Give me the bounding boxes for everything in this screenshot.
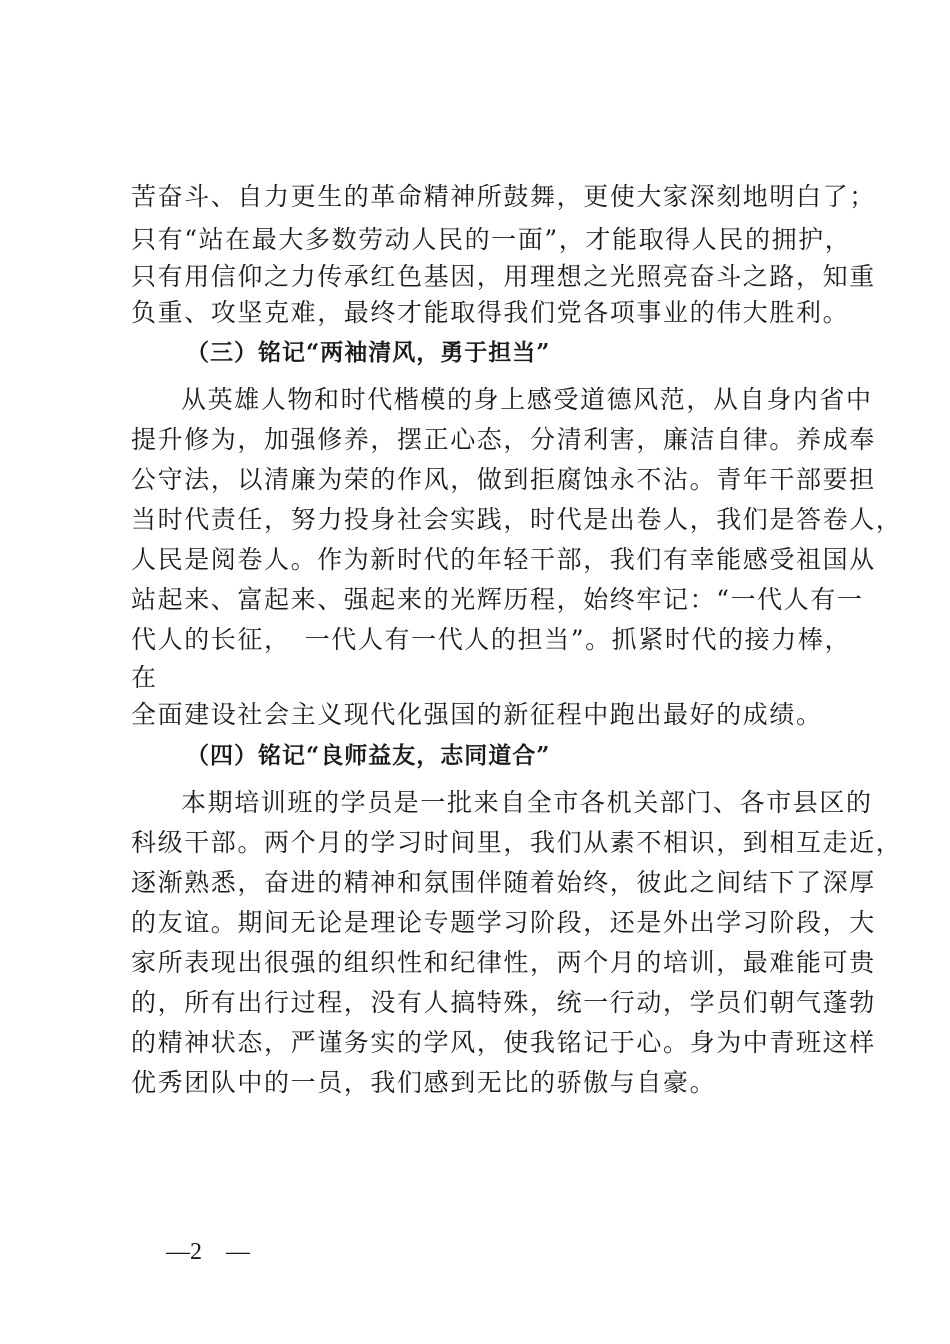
paragraph-line: 苦奋斗、自力更生的革命精神所鼓舞，更使大家深刻地明白了； <box>131 182 876 211</box>
paragraph-line: 优秀团队中的一员，我们感到无比的骄傲与自豪。 <box>131 1068 717 1097</box>
paragraph-line: 站起来、富起来、强起来的光辉历程，始终牢记：“一代人有一 <box>131 585 864 614</box>
paragraph-line: 代人的长征， 一代人有一代人的担当”。抓紧时代的接力棒， <box>131 625 852 654</box>
page-number: —2 — <box>166 1239 250 1265</box>
paragraph-line: 科级干部。两个月的学习时间里，我们从素不相识，到相互走近， <box>131 828 903 857</box>
paragraph-line: 从英雄人物和时代楷模的身上感受道德风范，从自身内省中 <box>181 385 873 414</box>
paragraph-line: 只有用信仰之力传承红色基因，用理想之光照亮奋斗之路，知重 <box>131 262 876 291</box>
paragraph-line: 提升修为，加强修养，摆正心态，分清利害，廉洁自律。养成奉 <box>131 425 876 454</box>
paragraph-line: 人民是阅卷人。作为新时代的年轻干部，我们有幸能感受祖国从 <box>131 545 876 574</box>
paragraph-line: 逐渐熟悉，奋进的精神和氛围伴随着始终，彼此之间结下了深厚 <box>131 868 876 897</box>
paragraph-line: 全面建设社会主义现代化强国的新征程中跑出最好的成绩。 <box>131 700 823 729</box>
section-heading-4: （四）铭记“良师益友，志同道合” <box>186 742 551 769</box>
paragraph-line: 只有“站在最大多数劳动人民的一面”，才能取得人民的拥护， <box>131 225 852 254</box>
paragraph-line: 的，所有出行过程，没有人搞特殊，统一行动，学员们朝气蓬勃 <box>131 988 876 1017</box>
paragraph-line: 本期培训班的学员是一批来自全市各机关部门、各市县区的 <box>181 788 873 817</box>
paragraph-line: 负重、攻坚克难，最终才能取得我们党各项事业的伟大胜利。 <box>131 298 850 327</box>
paragraph-line: 当时代责任，努力投身社会实践，时代是出卷人，我们是答卷人， <box>131 505 903 534</box>
paragraph-line: 的精神状态，严谨务实的学风，使我铭记于心。身为中青班这样 <box>131 1028 876 1057</box>
paragraph-line: 公守法，以清廉为荣的作风，做到拒腐蚀永不沾。青年干部要担 <box>131 465 876 494</box>
paragraph-line: 的友谊。期间无论是理论专题学习阶段，还是外出学习阶段，大 <box>131 908 876 937</box>
paragraph-line: 家所表现出很强的组织性和纪律性，两个月的培训，最难能可贵 <box>131 948 876 977</box>
paragraph-line: 在 <box>131 663 158 692</box>
section-heading-3: （三）铭记“两袖清风，勇于担当” <box>186 339 551 366</box>
